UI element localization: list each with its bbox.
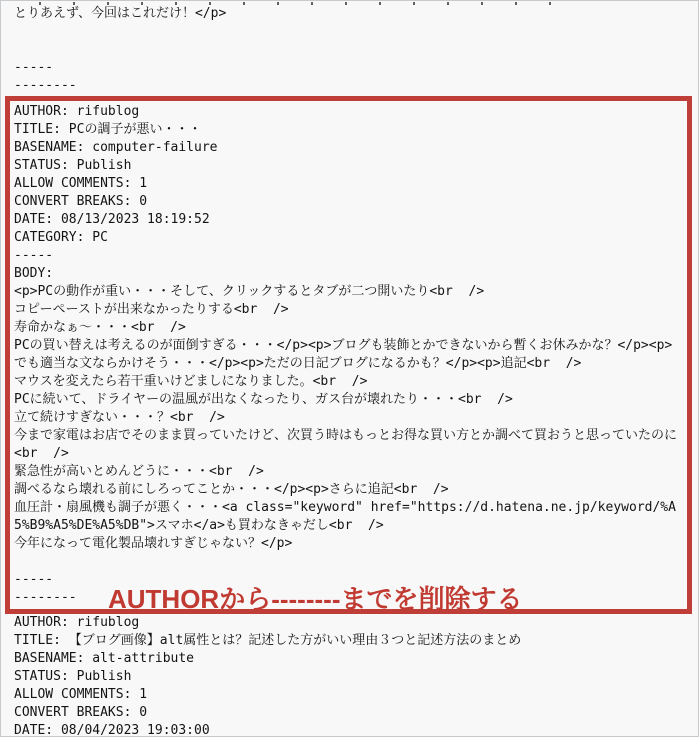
text-line: CATEGORY: PC — [14, 230, 108, 245]
text-line — [14, 553, 683, 571]
cut-off-text-remnant — [39, 2, 571, 5]
text-line: ----- — [14, 60, 54, 75]
text-line: DATE: 08/04/2023 19:03:00 — [14, 723, 210, 737]
text-line: STATUS: Publish — [14, 158, 132, 173]
text-line: ALLOW COMMENTS: 1 — [14, 687, 148, 702]
text-line: 調べるなら壊れる前にしろってことか・・・</p><p>さらに追記<br /> — [14, 482, 449, 497]
text-line: とりあえず、今回はこれだけ！</p> — [14, 6, 227, 21]
text-line: AUTHOR: rifublog — [14, 615, 140, 630]
text-line: BASENAME: alt-attribute — [14, 651, 195, 666]
text-line: CONVERT BREAKS: 0 — [14, 705, 148, 720]
text-line: PCに続いて、ドライヤーの温風が出なくなったり、ガス台が壊れたり・・・<br /> — [14, 392, 513, 407]
text-line: 立て続けすぎない・・・？<br /> — [14, 410, 225, 425]
text-line: 緊急性が高いとめんどうに・・・<br /> — [14, 464, 264, 479]
text-line — [14, 41, 692, 59]
text-line: AUTHOR: rifublog — [14, 104, 140, 119]
text-line: PCの買い替えは考えるのが面倒すぎる・・・</p><p>ブログも装飾とかできないから暫くお休みかな？</p><p>でも適当な文ならかけそう・・・</p><p>ただの日記ブログになるかも？</p><p>追記<br /> — [14, 338, 673, 371]
text-line: CONVERT BREAKS: 0 — [14, 194, 148, 209]
text-line: コピーペーストが出来なかったりする<br /> — [14, 302, 289, 317]
text-line: 血圧計・扇風機も調子が悪く・・・<a class="keyword" href="https://d.hatena.ne.jp/keyword/%A5%B9%A5%DE%A5%DB">スマホ</a>も買わなきゃだし<br /> — [14, 500, 676, 533]
text-line: -------- — [14, 590, 77, 605]
text-line: 寿命かなぁ～・・・<br /> — [14, 320, 186, 335]
text-line: BODY: — [14, 266, 54, 281]
text-line: 今まで家電はお店でそのまま買っていたけど、次買う時はもっとお得な買い方とか調べて買おうと思っていたのに<br /> — [14, 428, 678, 461]
text-line — [14, 23, 692, 41]
text-line: ALLOW COMMENTS: 1 — [14, 176, 148, 191]
text-line: -------- — [14, 78, 77, 93]
highlighted-text-block — [14, 103, 683, 614]
text-line: 今年になって電化製品壊れすぎじゃない？</p> — [14, 536, 293, 551]
text-line: <p>PCの動作が重い・・・そして、クリックするとタブが二つ開いたり<br /> — [14, 284, 485, 299]
text-line: BASENAME: computer-failure — [14, 140, 218, 155]
text-line: ----- — [14, 572, 54, 587]
delete-instruction-annotation: AUTHORから--------までを削除する — [108, 584, 523, 614]
text-line: マウスを変えたら若干重いけどましになりました。<br /> — [14, 374, 368, 389]
text-before-highlight — [1, 1, 698, 95]
text-line: STATUS: Publish — [14, 669, 132, 684]
deletion-highlight-box — [5, 96, 692, 614]
text-line: ----- — [14, 248, 54, 263]
text-line: DATE: 08/13/2023 18:19:52 — [14, 212, 210, 227]
text-line: TITLE: 【ブログ画像】alt属性とは？記述した方がいい理由３つと記述方法のまとめ — [14, 633, 522, 648]
text-after-highlight — [1, 614, 698, 737]
text-line: TITLE: PCの調子が悪い・・・ — [14, 122, 202, 137]
